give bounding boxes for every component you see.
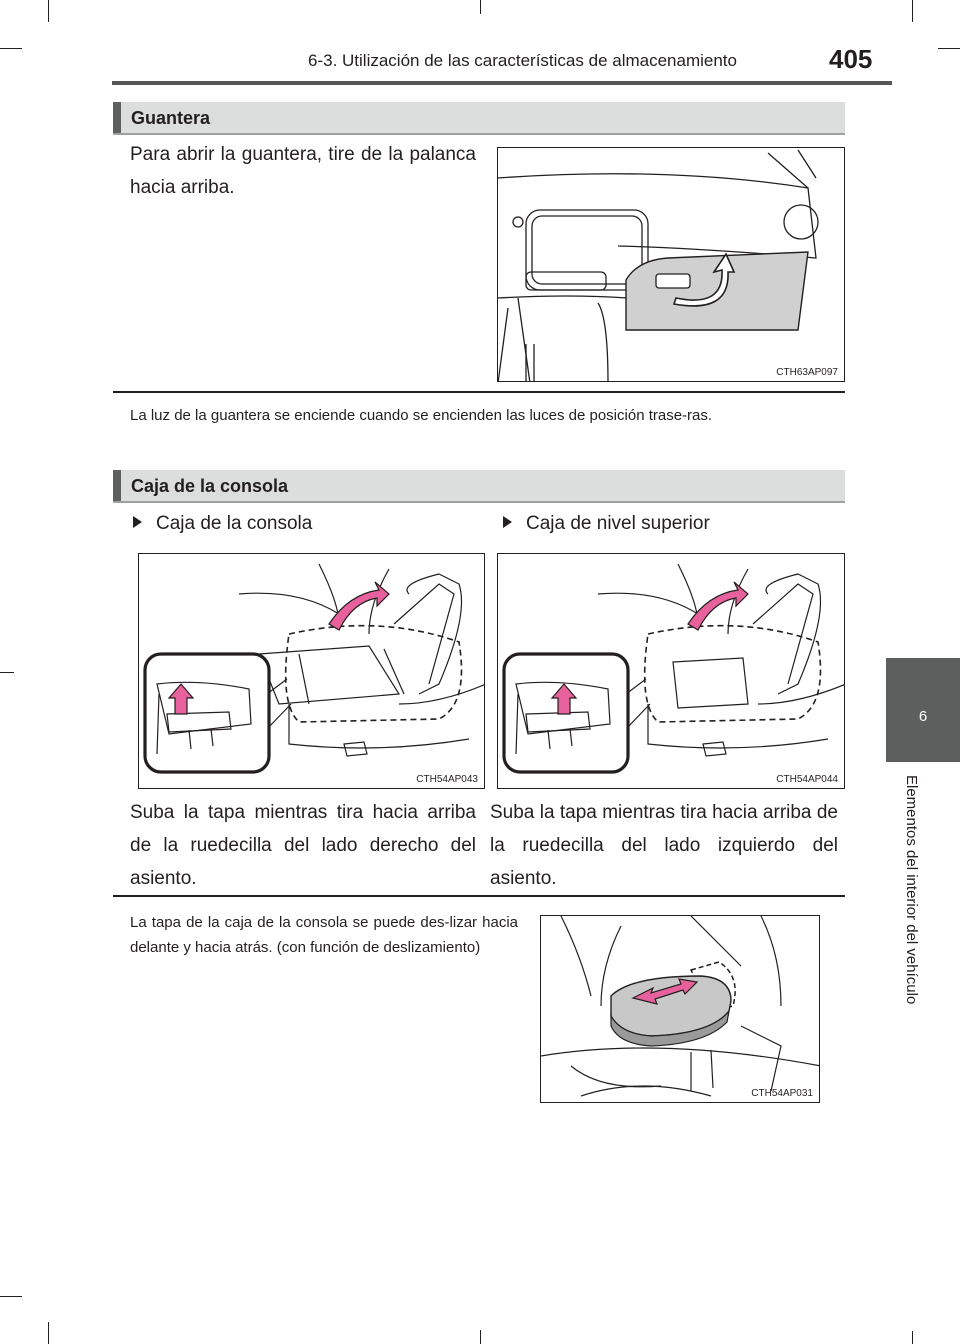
header-rule (112, 81, 892, 85)
bullet-triangle-icon (133, 516, 142, 528)
upper-box-caption: Suba la tapa mientras tira hacia arriba de la ruedecilla del lado izquierdo del asiento. (490, 802, 838, 889)
console-box-figure (138, 553, 485, 789)
section-divider (113, 895, 845, 897)
crop-mark (480, 1330, 481, 1344)
section-title: Guantera (131, 108, 211, 128)
figure-code: CTH54AP031 (751, 1088, 813, 1099)
console-box-heading (133, 513, 312, 535)
watermark: carmanualsonline.info (752, 1316, 937, 1335)
crop-mark (0, 1296, 22, 1297)
console-box-caption: Suba la tapa mientras tira hacia arriba de la ruedecilla del lado derecho del asiento. (130, 802, 476, 889)
section-bar (113, 102, 121, 133)
upper-box-illustration (498, 554, 845, 789)
running-header-title: 6-3. Utilización de las características de almacenamiento (308, 51, 737, 70)
chapter-tab (886, 658, 960, 762)
console-box-illustration (139, 554, 485, 789)
figure-code: CTH54AP044 (776, 774, 838, 785)
crop-mark (480, 0, 481, 14)
crop-mark (48, 1322, 49, 1344)
crop-mark (48, 0, 49, 22)
console-box-title: Caja de la consola (156, 513, 313, 534)
glovebox-figure (497, 147, 845, 382)
glovebox-illustration (498, 148, 845, 382)
console-slide-figure (540, 915, 820, 1103)
section-title: Caja de la consola (131, 476, 289, 496)
slide-function-note: La tapa de la caja de la consola se puede des-lizar hacia delante y hacia atrás. (con función de deslizamiento) (130, 914, 518, 956)
chapter-number: 6 (918, 708, 928, 725)
crop-mark (912, 0, 913, 22)
figure-code: CTH54AP043 (416, 774, 478, 785)
section-bar (113, 470, 121, 501)
section-header-consola (113, 470, 845, 503)
section-header-guantera (113, 102, 845, 135)
crop-mark (0, 672, 14, 673)
crop-mark (938, 48, 960, 49)
section-divider (113, 391, 845, 393)
chapter-title: Elementos del interior del vehículo (903, 775, 920, 1005)
crop-mark (0, 48, 22, 49)
figure-code: CTH63AP097 (776, 367, 838, 378)
upper-box-heading (503, 513, 710, 535)
glovebox-instruction: Para abrir la guantera, tire de la palanca hacia arriba. (130, 144, 476, 198)
bullet-triangle-icon (503, 516, 512, 528)
page-number: 405 (829, 44, 873, 74)
upper-box-figure (497, 553, 845, 789)
console-slide-illustration (541, 916, 820, 1103)
glovebox-light-note: La luz de la guantera se enciende cuando se encienden las luces de posición trase-ras. (130, 407, 713, 424)
upper-box-title: Caja de nivel superior (526, 513, 710, 534)
